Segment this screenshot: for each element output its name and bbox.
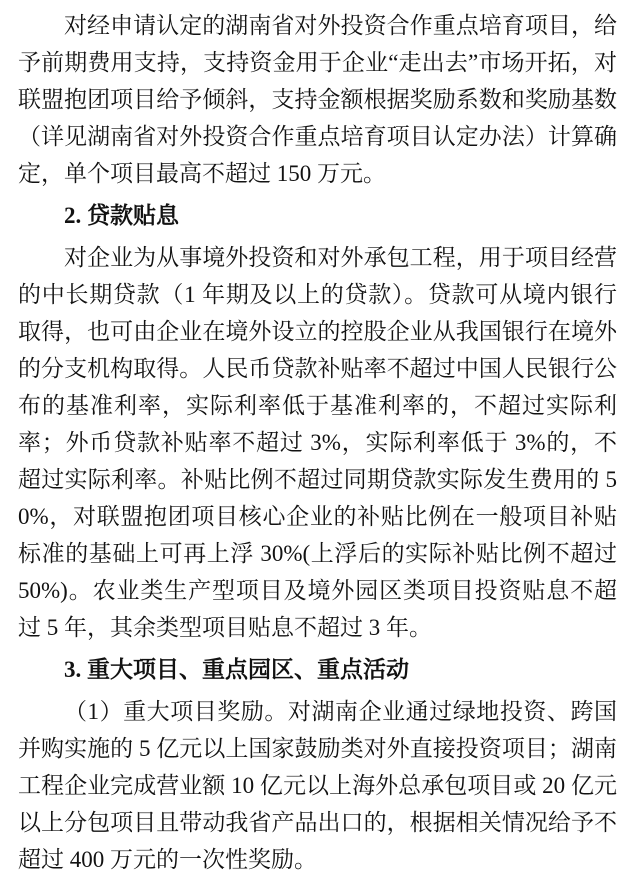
section-heading-loan-interest-subsidy: 2. 贷款贴息 (64, 203, 179, 228)
paragraph-pre-project-support: 对经申请认定的湖南省对外投资合作重点培育项目，给予前期费用支持，支持资金用于企业“走出去”市场开拓，对联盟抱团项目给予倾斜，支持金额根据奖励系数和奖励基数（详见湖南省对外投资合作重点培育项目认定办法）计算确定，单个项目最高不超过 150 万元。 (18, 13, 617, 186)
paragraph-loan-interest-subsidy: 对企业为从事境外投资和对外承包工程，用于项目经营的中长期贷款（1 年期及以上的贷款）。贷款可从境内银行取得，也可由企业在境外设立的控股企业从我国银行在境外的分支机构取得。人民币贷款补贴率不超过中国人民银行公布的基准利率，实际利率低于基准利率的，不超过实际利率；外币贷款补贴率不超过 3%，实际利率低于 3%的，不超过实际利率。补贴比例不超过同期贷款实际发生费用的 50%，对联盟抱团项目核心企业的补贴比例在一般项目补贴标准的基础上可再上浮 30%(上浮后的实际补贴比例不超过 50%)。农业类生产型项目及境外园区类项目投资贴息不超过 5 年，其余类型项目贴息不超过 3 年。 (18, 245, 617, 640)
section-heading-major-projects: 3. 重大项目、重点园区、重点活动 (64, 657, 409, 682)
paragraph-major-project-award: （1）重大项目奖励。对湖南企业通过绿地投资、跨国并购实施的 5 亿元以上国家鼓励类对外直接投资项目；湖南工程企业完成营业额 10 亿元以上海外总承包项目或 20 亿元以上分包项目且带动我省产品出口的，根据相关情况给予不超过 400 万元的一次性奖励。 (18, 699, 617, 872)
